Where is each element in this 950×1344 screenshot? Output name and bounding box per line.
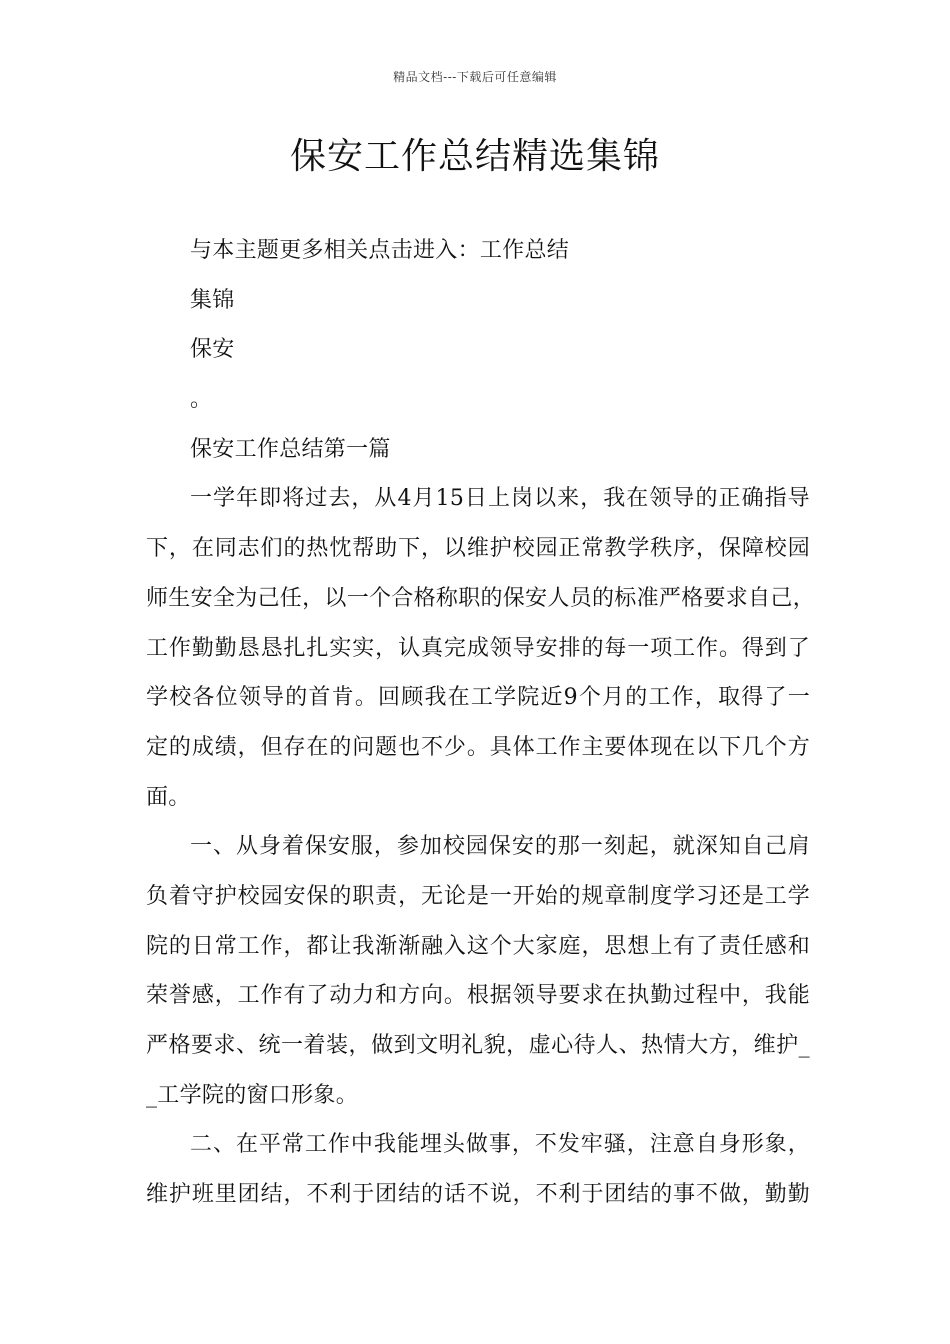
section-heading: 保安工作总结第一篇 [190, 436, 391, 462]
paragraph-line: 面。 [146, 784, 191, 810]
paragraph-line: 师生安全为己任，以一个合格称职的保安人员的标准严格要求自己， [146, 585, 816, 611]
paragraph-1 [146, 474, 816, 822]
paragraph-line: 学校各位领导的首肯。回顾我在工学院近9个月的工作，取得了一 [146, 685, 810, 711]
paragraph-line: 维护班里团结，不利于团结的话不说，不利于团结的事不做，勤勤 [146, 1182, 810, 1208]
paragraph-line: 定的成绩，但存在的问题也不少。具体工作主要体现在以下几个方 [146, 734, 810, 760]
paragraph-line: 二、在平常工作中我能埋头做事，不发牢骚，注意自身形象， [190, 1132, 810, 1158]
paragraph-line: 工作勤勤恳恳扎扎实实，认真完成领导安排的每一项工作。得到了 [146, 635, 810, 661]
paragraph-line: 下，在同志们的热忱帮助下，以维护校园正常教学秩序，保障校园 [146, 536, 810, 562]
paragraph-3 [146, 1120, 810, 1219]
paragraph-line: 负着守护校园安保的职责，无论是一开始的规章制度学习还是工学 [146, 883, 810, 909]
intro-line: 与本主题更多相关点击进入：工作总结 [190, 238, 570, 263]
document-body [146, 226, 816, 1220]
paragraph-line: 一学年即将过去，从4月15日上岗以来，我在领导的正确指导 [190, 486, 810, 512]
document-title: 保安工作总结精选集锦 [289, 136, 660, 177]
paragraph-line: _工学院的窗口形象。 [146, 1082, 359, 1108]
header-note: 精品文档---下载后可任意编辑 [393, 70, 557, 84]
paragraph-line: 一、从身着保安服，参加校园保安的那一刻起，就深知自己肩 [190, 834, 810, 860]
paragraph-line: 院的日常工作，都让我渐渐融入这个大家庭，思想上有了责任感和 [146, 933, 810, 959]
paragraph-line: 严格要求、统一着装，做到文明礼貌，虚心待人、热情大方，维护_ [146, 1033, 810, 1058]
paragraph-line: 荣誉感，工作有了动力和方向。根据领导要求在执勤过程中，我能 [146, 983, 810, 1009]
intro-line: 。 [190, 387, 213, 413]
paragraph-2 [146, 822, 810, 1120]
intro-line: 集锦 [190, 287, 235, 313]
intro-line: 保安 [190, 337, 235, 363]
